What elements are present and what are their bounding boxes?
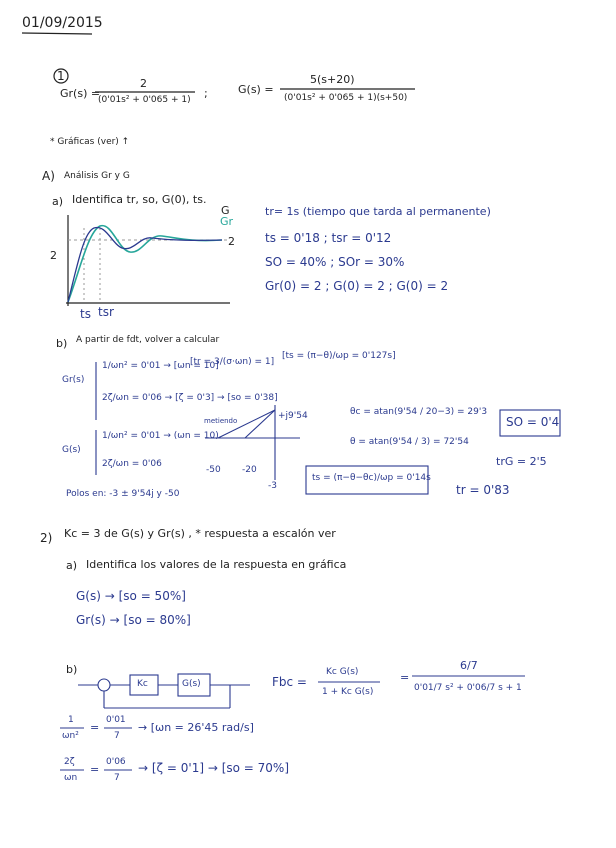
z-val-num: 0'06 bbox=[106, 757, 126, 767]
gr-lhs: Gr(s) = bbox=[60, 87, 101, 100]
gr-label: Gr(s) bbox=[62, 375, 85, 385]
g-denominator: (0'01s² + 0'065 + 1)(s+50) bbox=[284, 93, 408, 103]
problem2-number: 2) bbox=[40, 531, 53, 545]
ts-g: ts = (π−θ−θc)/ωp = 0'14s bbox=[312, 473, 431, 483]
pole-label: +j9'54 bbox=[278, 411, 308, 421]
equals: = bbox=[400, 671, 410, 684]
gr-eq1: 1/ωn² = 0'01 → [ωn = 10] bbox=[102, 361, 219, 371]
g-eq2: 2ζ/ωn = 0'06 bbox=[102, 459, 162, 469]
wn-result: → [ωn = 26'45 rad/s] bbox=[138, 721, 254, 734]
ts-line: ts = 0'18 ; tsr = 0'12 bbox=[265, 231, 392, 245]
poles-line: Polos en: -3 ± 9'54j y -50 bbox=[66, 489, 180, 499]
g-label: G(s) bbox=[62, 445, 81, 455]
kc-block: Kc bbox=[137, 679, 148, 689]
gr-denominator: (0'01s² + 0'065 + 1) bbox=[98, 95, 191, 105]
separator: ; bbox=[204, 87, 208, 100]
tr-line: tr= 1s (tiempo que tarda al permanente) bbox=[265, 205, 491, 218]
g-lhs: G(s) = bbox=[238, 83, 274, 96]
part-b-text: A partir de fdt, volver a calcular bbox=[76, 335, 220, 345]
grs-so: Gr(s) → [so = 80%] bbox=[76, 613, 191, 627]
so-line: SO = 40% ; SOr = 30% bbox=[265, 255, 405, 269]
tr-approx: trG = 2'5 bbox=[496, 455, 547, 468]
axis-minus-50: -50 bbox=[206, 465, 221, 475]
wn-frac-num: 1 bbox=[68, 715, 74, 725]
gs-block: G(s) bbox=[182, 679, 201, 689]
g-numerator: 5(s+20) bbox=[310, 73, 355, 86]
gr-eq2: [tr = 3/(σ·ωn) = 1] bbox=[190, 357, 275, 367]
plot-tsr: tsr bbox=[98, 305, 114, 319]
gr-eq4: 2ζ/ωn = 0'06 → [ζ = 0'3] → [so = 0'38] bbox=[102, 393, 278, 403]
section-a-label: A) bbox=[42, 169, 55, 183]
eq-sign-1: = bbox=[90, 721, 100, 734]
legend-gr: Gr bbox=[220, 215, 234, 228]
p2-part-a-label: a) bbox=[66, 559, 78, 572]
fbc-lhs: Fbc = bbox=[272, 675, 307, 689]
axis-minus-20: -20 bbox=[242, 465, 257, 475]
gr-eq3: [ts = (π−θ)/ωp = 0'127s] bbox=[282, 351, 396, 361]
z-val-den: 7 bbox=[114, 773, 120, 783]
gr-numerator: 2 bbox=[140, 77, 147, 90]
fbc-denominator: 1 + Kc G(s) bbox=[322, 687, 374, 697]
z-frac-num: 2ζ bbox=[64, 757, 75, 767]
section-a-title: Análisis Gr y G bbox=[64, 171, 130, 181]
g0-line: Gr(0) = 2 ; G(0) = 2 ; G(0) = 2 bbox=[265, 279, 449, 293]
wn-frac-den: ωn² bbox=[62, 731, 79, 741]
gs-so: G(s) → [so = 50%] bbox=[76, 589, 186, 603]
tr-g: tr = 0'83 bbox=[456, 483, 510, 497]
part-b-label: b) bbox=[56, 337, 68, 350]
p2-part-b-label: b) bbox=[66, 663, 78, 676]
graphs-note: * Gráficas (ver) ↑ bbox=[50, 137, 130, 147]
so-box: SO = 0'4 bbox=[506, 415, 560, 429]
z-frac-den: ωn bbox=[64, 773, 78, 783]
eq2-numerator: 6/7 bbox=[460, 659, 478, 672]
wn-val-num: 0'01 bbox=[106, 715, 126, 725]
plot-ts: ts bbox=[80, 307, 91, 321]
axis-minus-3: -3 bbox=[268, 481, 277, 491]
plot-right-label: 2 bbox=[228, 235, 235, 248]
wn-val-den: 7 bbox=[114, 731, 120, 741]
fbc-numerator: Kc G(s) bbox=[326, 667, 359, 677]
date: 01/09/2015 bbox=[22, 15, 103, 31]
step-response-plot bbox=[66, 215, 230, 306]
problem-number: 1 bbox=[57, 69, 65, 83]
plot-y-label: 2 bbox=[50, 249, 57, 262]
z-result: → [ζ = 0'1] → [so = 70%] bbox=[138, 761, 290, 775]
theta-c: θc = atan(9'54 / 20−3) = 29'3 bbox=[350, 407, 488, 417]
p2-part-a-text: Identifica los valores de la respuesta en gráfica bbox=[86, 558, 347, 571]
g-eq1: 1/ωn² = 0'01 → (ωn = 10) bbox=[102, 431, 219, 441]
part-a-label: a) bbox=[52, 195, 64, 208]
problem2-text: Kc = 3 de G(s) y Gr(s) , * respuesta a escalón ver bbox=[64, 527, 336, 540]
metiendo-note: metiendo bbox=[204, 417, 238, 425]
part-a-text: Identifica tr, so, G(0), ts. bbox=[72, 193, 207, 206]
theta: θ = atan(9'54 / 3) = 72'54 bbox=[350, 437, 469, 447]
eq2-denominator: 0'01/7 s² + 0'06/7 s + 1 bbox=[414, 683, 522, 693]
legend-g: G bbox=[221, 204, 230, 217]
eq-sign-2: = bbox=[90, 763, 100, 776]
